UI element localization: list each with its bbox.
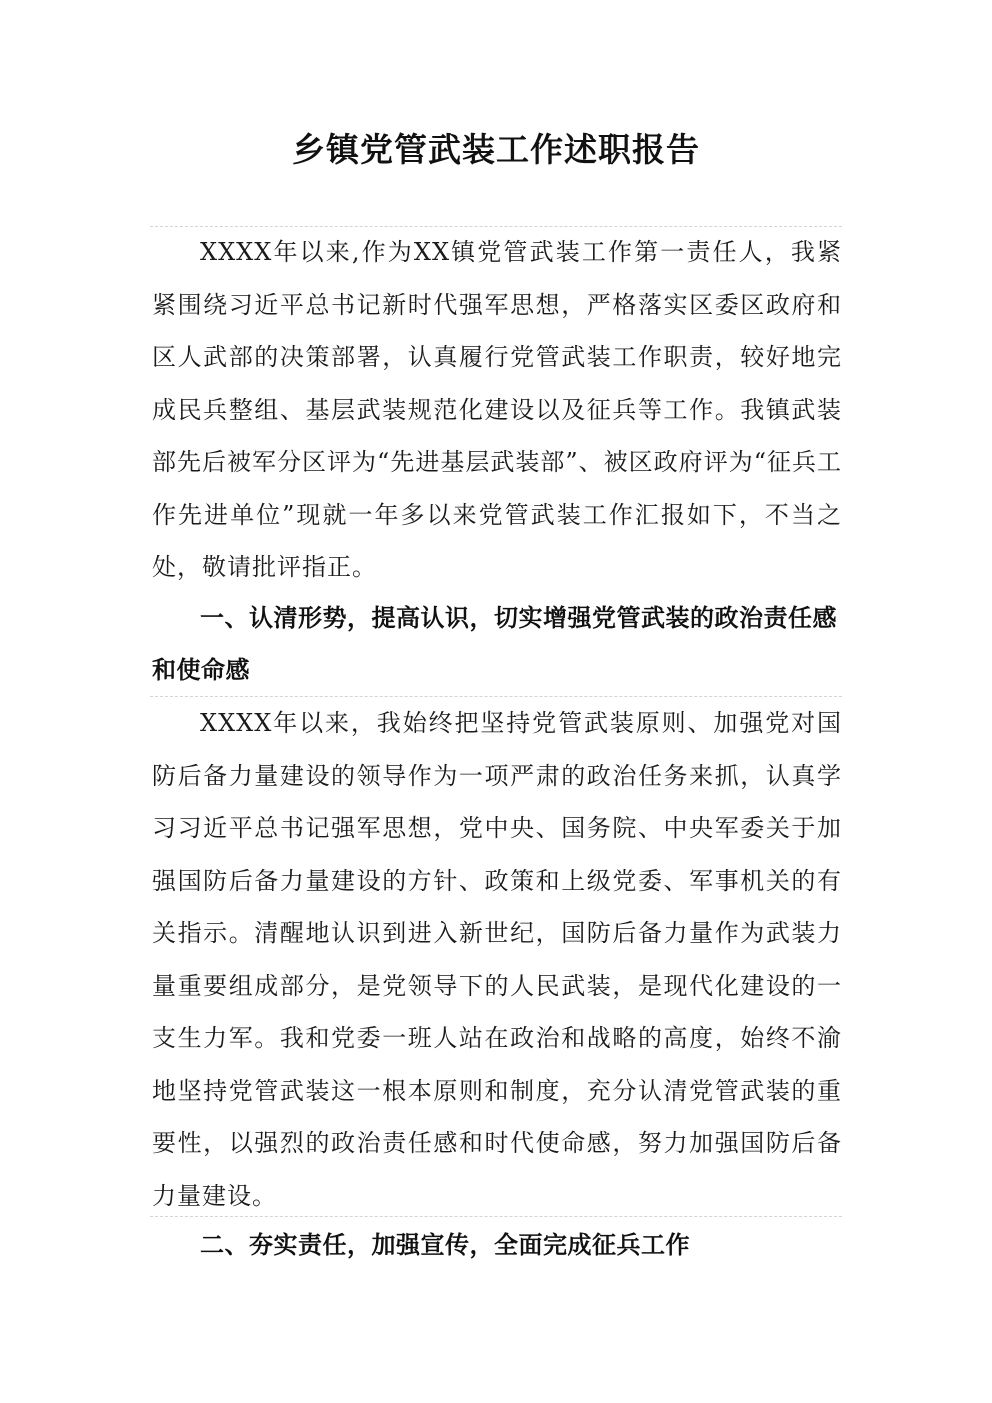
section-divider (150, 1216, 842, 1217)
intro-paragraph: XXXX年以来,作为XX镇党管武装工作第一责任人，我紧紧围绕习近平总书记新时代强军思想，严格落实区委区政府和区人武部的决策部署，认真履行党管武装工作职责，较好地完成民兵整组、基层武装规范化建设以及征兵等工作。我镇武装部先后被军分区评为“先进基层武装部”、被区政府评为“征兵工作先进单位”现就一年多以来党管武装工作汇报如下，不当之处，敬请批评指正。 (152, 238, 842, 581)
section-heading-1: 一、认清形势，提高认识，切实增强党管武装的政治责任感和使命感 (152, 604, 837, 684)
document-title: 乡镇党管武装工作述职报告 (292, 130, 700, 169)
body-paragraph: XXXX年以来，我始终把坚持党管武装原则、加强党对国防后备力量建设的领导作为一项严肃的政治任务来抓，认真学习习近平总书记强军思想，党中央、国务院、中央军委关于加强国防后备力量建设的方针、政策和上级党委、军事机关的有关指示。清醒地认识到进入新世纪，国防后备力量作为武装力量重要组成部分，是党领导下的人民武装，是现代化建设的一支生力军。我和党委一班人站在政治和战略的高度，始终不渝地坚持党管武装这一根本原则和制度，充分认清党管武装的重要性，以强烈的政治责任感和时代使命感，努力加强国防后备力量建设。 (152, 709, 842, 1210)
section-heading-2: 二、夯实责任，加强宣传，全面完成征兵工作 (200, 1231, 690, 1259)
